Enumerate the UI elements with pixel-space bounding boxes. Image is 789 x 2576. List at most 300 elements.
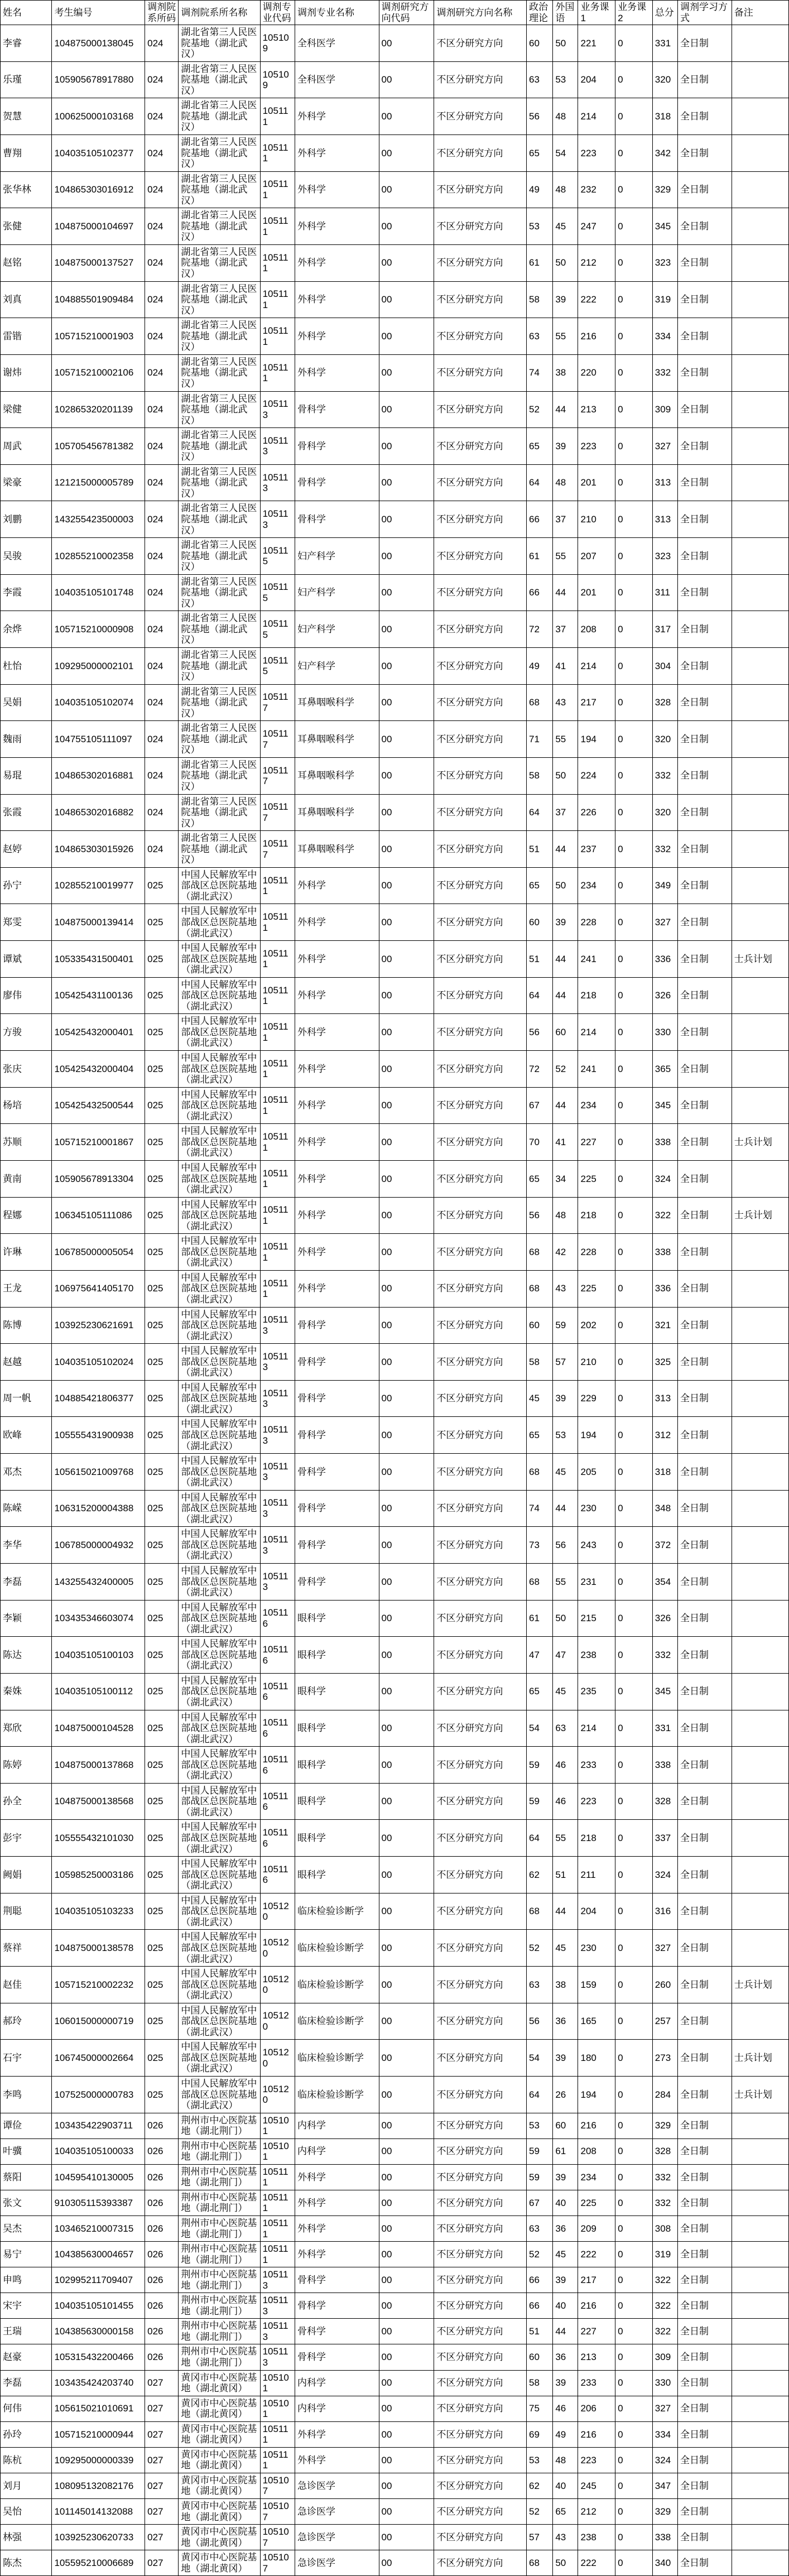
cell-total-score: 322 bbox=[652, 1197, 677, 1234]
cell-subject-2: 0 bbox=[615, 1967, 653, 2003]
cell-direction-code: 00 bbox=[379, 244, 434, 281]
cell-direction-name: 不区分研究方向 bbox=[434, 1820, 527, 1857]
cell-study-mode: 全日制 bbox=[677, 721, 732, 758]
cell-politics: 60 bbox=[527, 1307, 553, 1344]
cell-dept-code: 025 bbox=[145, 1454, 179, 1491]
cell-total-score: 330 bbox=[652, 2370, 677, 2396]
cell-remark bbox=[732, 2550, 788, 2576]
cell-subject-2: 0 bbox=[615, 2550, 653, 2576]
cell-dept-code: 025 bbox=[145, 1673, 179, 1710]
cell-subject-1: 201 bbox=[578, 464, 615, 501]
table-row bbox=[1, 1234, 789, 1271]
cell-name: 雷锴 bbox=[1, 318, 52, 355]
cell-remark bbox=[732, 757, 788, 794]
cell-dept-name: 中国人民解放军中部战区总医院基地（湖北武汉） bbox=[179, 1820, 260, 1857]
cell-remark bbox=[732, 25, 788, 62]
cell-total-score: 334 bbox=[652, 318, 677, 355]
cell-major-name: 骨科学 bbox=[295, 464, 379, 501]
cell-dept-name: 中国人民解放军中部战区总医院基地（湖北武汉） bbox=[179, 1417, 260, 1454]
cell-direction-name: 不区分研究方向 bbox=[434, 1783, 527, 1820]
cell-study-mode: 全日制 bbox=[677, 1014, 732, 1051]
cell-name: 曹翔 bbox=[1, 135, 52, 172]
cell-name: 张庆 bbox=[1, 1051, 52, 1088]
cell-subject-1: 234 bbox=[578, 867, 615, 904]
cell-politics: 68 bbox=[527, 1454, 553, 1491]
cell-direction-name: 不区分研究方向 bbox=[434, 574, 527, 611]
cell-subject-1: 221 bbox=[578, 25, 615, 62]
cell-direction-name: 不区分研究方向 bbox=[434, 1197, 527, 1234]
cell-direction-code: 00 bbox=[379, 538, 434, 575]
cell-major-name: 临床检验诊断学 bbox=[295, 2003, 379, 2040]
cell-dept-code: 024 bbox=[145, 757, 179, 794]
cell-subject-1: 241 bbox=[578, 941, 615, 978]
cell-foreign-language: 39 bbox=[553, 2040, 578, 2077]
cell-direction-name: 不区分研究方向 bbox=[434, 1344, 527, 1381]
cell-direction-code: 00 bbox=[379, 1893, 434, 1930]
cell-foreign-language: 40 bbox=[553, 2190, 578, 2215]
cell-dept-code: 024 bbox=[145, 574, 179, 611]
cell-major-name: 耳鼻咽喉科学 bbox=[295, 684, 379, 721]
cell-remark bbox=[732, 1893, 788, 1930]
cell-study-mode: 全日制 bbox=[677, 2319, 732, 2344]
cell-remark bbox=[732, 2242, 788, 2267]
cell-exam-id: 104885421806377 bbox=[52, 1380, 145, 1417]
cell-total-score: 311 bbox=[652, 574, 677, 611]
cell-dept-name: 湖北省第三人民医院基地（湖北武汉） bbox=[179, 464, 260, 501]
cell-dept-code: 024 bbox=[145, 354, 179, 391]
cell-exam-id: 103435422903711 bbox=[52, 2113, 145, 2138]
cell-total-score: 313 bbox=[652, 464, 677, 501]
cell-major-code: 105113 bbox=[260, 464, 295, 501]
cell-subject-1: 213 bbox=[578, 2344, 615, 2370]
cell-politics: 65 bbox=[527, 1673, 553, 1710]
cell-foreign-language: 34 bbox=[553, 1160, 578, 1197]
cell-subject-2: 0 bbox=[615, 1270, 653, 1307]
cell-name: 李颖 bbox=[1, 1600, 52, 1637]
cell-dept-name: 湖北省第三人民医院基地（湖北武汉） bbox=[179, 684, 260, 721]
cell-remark: 士兵计划 bbox=[732, 1197, 788, 1234]
cell-direction-code: 00 bbox=[379, 1234, 434, 1271]
cell-subject-2: 0 bbox=[615, 2447, 653, 2473]
table-row bbox=[1, 1930, 789, 1967]
cell-politics: 63 bbox=[527, 318, 553, 355]
cell-direction-code: 00 bbox=[379, 2447, 434, 2473]
cell-dept-name: 湖北省第三人民医院基地（湖北武汉） bbox=[179, 611, 260, 648]
cell-study-mode: 全日制 bbox=[677, 1160, 732, 1197]
cell-study-mode: 全日制 bbox=[677, 1051, 732, 1088]
cell-direction-code: 00 bbox=[379, 1637, 434, 1674]
cell-dept-name: 中国人民解放军中部战区总医院基地（湖北武汉） bbox=[179, 1673, 260, 1710]
cell-total-score: 322 bbox=[652, 2293, 677, 2319]
cell-total-score: 320 bbox=[652, 61, 677, 98]
cell-study-mode: 全日制 bbox=[677, 611, 732, 648]
cell-foreign-language: 45 bbox=[553, 2242, 578, 2267]
cell-major-name: 妇产科学 bbox=[295, 647, 379, 684]
cell-direction-name: 不区分研究方向 bbox=[434, 2040, 527, 2077]
cell-total-score: 322 bbox=[652, 2267, 677, 2293]
cell-study-mode: 全日制 bbox=[677, 2215, 732, 2241]
cell-study-mode: 全日制 bbox=[677, 98, 732, 135]
cell-dept-name: 中国人民解放军中部战区总医院基地（湖北武汉） bbox=[179, 1307, 260, 1344]
cell-total-score: 332 bbox=[652, 354, 677, 391]
cell-major-name: 外科学 bbox=[295, 2242, 379, 2267]
cell-dept-code: 025 bbox=[145, 1417, 179, 1454]
cell-direction-name: 不区分研究方向 bbox=[434, 1417, 527, 1454]
cell-remark bbox=[732, 2447, 788, 2473]
cell-study-mode: 全日制 bbox=[677, 574, 732, 611]
cell-remark: 士兵计划 bbox=[732, 2076, 788, 2113]
cell-major-code: 105113 bbox=[260, 501, 295, 538]
cell-exam-id: 106745000002664 bbox=[52, 2040, 145, 2077]
cell-direction-code: 00 bbox=[379, 25, 434, 62]
cell-name: 欧峰 bbox=[1, 1417, 52, 1454]
cell-remark bbox=[732, 428, 788, 465]
cell-study-mode: 全日制 bbox=[677, 391, 732, 428]
cell-direction-code: 00 bbox=[379, 1417, 434, 1454]
cell-remark bbox=[732, 1857, 788, 1893]
cell-subject-2: 0 bbox=[615, 61, 653, 98]
cell-major-name: 外科学 bbox=[295, 281, 379, 318]
cell-dept-code: 024 bbox=[145, 464, 179, 501]
cell-dept-code: 025 bbox=[145, 1783, 179, 1820]
cell-politics: 65 bbox=[527, 135, 553, 172]
table-row bbox=[1, 1417, 789, 1454]
table-row bbox=[1, 1820, 789, 1857]
cell-exam-id: 121215000005789 bbox=[52, 464, 145, 501]
cell-name: 陈婷 bbox=[1, 1747, 52, 1784]
cell-foreign-language: 50 bbox=[553, 867, 578, 904]
cell-study-mode: 全日制 bbox=[677, 244, 732, 281]
cell-dept-name: 荆州市中心医院基地（湖北荆门） bbox=[179, 2344, 260, 2370]
cell-subject-1: 245 bbox=[578, 2473, 615, 2498]
cell-study-mode: 全日制 bbox=[677, 977, 732, 1014]
cell-politics: 68 bbox=[527, 1893, 553, 1930]
cell-major-code: 105117 bbox=[260, 684, 295, 721]
cell-politics: 66 bbox=[527, 2267, 553, 2293]
cell-foreign-language: 54 bbox=[553, 135, 578, 172]
cell-subject-1: 209 bbox=[578, 2215, 615, 2241]
cell-subject-2: 0 bbox=[615, 98, 653, 135]
cell-remark bbox=[732, 2164, 788, 2190]
cell-remark bbox=[732, 1344, 788, 1381]
cell-direction-code: 00 bbox=[379, 1564, 434, 1601]
cell-dept-name: 中国人民解放军中部战区总医院基地（湖北武汉） bbox=[179, 1637, 260, 1674]
table-row bbox=[1, 1490, 789, 1527]
cell-dept-name: 中国人民解放军中部战区总医院基地（湖北武汉） bbox=[179, 1967, 260, 2003]
cell-total-score: 273 bbox=[652, 2040, 677, 2077]
cell-foreign-language: 44 bbox=[553, 941, 578, 978]
cell-direction-code: 00 bbox=[379, 2319, 434, 2344]
cell-major-code: 105115 bbox=[260, 647, 295, 684]
table-row bbox=[1, 1051, 789, 1088]
cell-exam-id: 102865320201139 bbox=[52, 391, 145, 428]
header-subject-2: 业务课2 bbox=[615, 1, 653, 25]
cell-dept-code: 026 bbox=[145, 2293, 179, 2319]
cell-direction-code: 00 bbox=[379, 1967, 434, 2003]
cell-major-code: 105101 bbox=[260, 2113, 295, 2138]
cell-subject-1: 238 bbox=[578, 2525, 615, 2550]
cell-subject-2: 0 bbox=[615, 1564, 653, 1601]
cell-foreign-language: 53 bbox=[553, 1417, 578, 1454]
cell-major-code: 105111 bbox=[260, 941, 295, 978]
cell-politics: 52 bbox=[527, 391, 553, 428]
cell-total-score: 345 bbox=[652, 1087, 677, 1124]
cell-dept-code: 025 bbox=[145, 1270, 179, 1307]
cell-dept-code: 025 bbox=[145, 904, 179, 941]
cell-major-code: 105116 bbox=[260, 1820, 295, 1857]
cell-name: 王龙 bbox=[1, 1270, 52, 1307]
cell-direction-code: 00 bbox=[379, 135, 434, 172]
cell-subject-2: 0 bbox=[615, 2267, 653, 2293]
cell-major-name: 骨科学 bbox=[295, 1527, 379, 1564]
cell-exam-id: 105615021010691 bbox=[52, 2396, 145, 2421]
cell-name: 陈达 bbox=[1, 1637, 52, 1674]
cell-direction-code: 00 bbox=[379, 2040, 434, 2077]
cell-dept-code: 025 bbox=[145, 1087, 179, 1124]
cell-major-code: 105113 bbox=[260, 1344, 295, 1381]
cell-major-name: 眼科学 bbox=[295, 1783, 379, 1820]
cell-foreign-language: 44 bbox=[553, 1087, 578, 1124]
cell-exam-id: 103925230621691 bbox=[52, 1307, 145, 1344]
cell-foreign-language: 39 bbox=[553, 2164, 578, 2190]
cell-subject-2: 0 bbox=[615, 1087, 653, 1124]
cell-study-mode: 全日制 bbox=[677, 501, 732, 538]
cell-politics: 66 bbox=[527, 2293, 553, 2319]
cell-subject-2: 0 bbox=[615, 1344, 653, 1381]
cell-direction-name: 不区分研究方向 bbox=[434, 25, 527, 62]
cell-direction-code: 00 bbox=[379, 2499, 434, 2525]
cell-exam-id: 105715210000908 bbox=[52, 611, 145, 648]
cell-exam-id: 106015000000719 bbox=[52, 2003, 145, 2040]
cell-dept-code: 025 bbox=[145, 2040, 179, 2077]
table-header-row bbox=[1, 1, 789, 25]
cell-politics: 72 bbox=[527, 611, 553, 648]
cell-direction-name: 不区分研究方向 bbox=[434, 391, 527, 428]
cell-politics: 65 bbox=[527, 428, 553, 465]
cell-direction-code: 00 bbox=[379, 2396, 434, 2421]
table-row bbox=[1, 1747, 789, 1784]
cell-major-code: 105117 bbox=[260, 757, 295, 794]
cell-subject-1: 223 bbox=[578, 1783, 615, 1820]
cell-major-name: 外科学 bbox=[295, 1051, 379, 1088]
cell-name: 郑雯 bbox=[1, 904, 52, 941]
cell-direction-code: 00 bbox=[379, 1051, 434, 1088]
cell-subject-2: 0 bbox=[615, 1197, 653, 1234]
cell-total-score: 316 bbox=[652, 1893, 677, 1930]
cell-exam-id: 105595210006689 bbox=[52, 2550, 145, 2576]
cell-dept-name: 荆州市中心医院基地（湖北荆门） bbox=[179, 2242, 260, 2267]
cell-total-score: 336 bbox=[652, 1270, 677, 1307]
cell-major-code: 105120 bbox=[260, 2003, 295, 2040]
cell-direction-name: 不区分研究方向 bbox=[434, 61, 527, 98]
cell-remark bbox=[732, 2421, 788, 2447]
cell-dept-code: 026 bbox=[145, 2190, 179, 2215]
cell-dept-name: 荆州市中心医院基地（湖北荆门） bbox=[179, 2293, 260, 2319]
cell-major-code: 105113 bbox=[260, 2293, 295, 2319]
cell-remark bbox=[732, 2215, 788, 2241]
cell-exam-id: 105555431900938 bbox=[52, 1417, 145, 1454]
cell-subject-1: 223 bbox=[578, 2447, 615, 2473]
cell-exam-id: 104885501909484 bbox=[52, 281, 145, 318]
cell-dept-name: 中国人民解放军中部战区总医院基地（湖北武汉） bbox=[179, 1710, 260, 1747]
cell-direction-code: 00 bbox=[379, 831, 434, 868]
cell-direction-name: 不区分研究方向 bbox=[434, 98, 527, 135]
cell-dept-code: 025 bbox=[145, 1307, 179, 1344]
cell-exam-id: 143255423500003 bbox=[52, 501, 145, 538]
cell-study-mode: 全日制 bbox=[677, 1270, 732, 1307]
cell-politics: 56 bbox=[527, 1014, 553, 1051]
cell-major-code: 105111 bbox=[260, 1087, 295, 1124]
cell-politics: 59 bbox=[527, 1783, 553, 1820]
cell-direction-name: 不区分研究方向 bbox=[434, 2473, 527, 2498]
table-row bbox=[1, 538, 789, 575]
cell-dept-name: 荆州市中心医院基地（湖北荆门） bbox=[179, 2138, 260, 2164]
cell-foreign-language: 49 bbox=[553, 2421, 578, 2447]
cell-direction-name: 不区分研究方向 bbox=[434, 1124, 527, 1161]
cell-subject-1: 202 bbox=[578, 1307, 615, 1344]
cell-study-mode: 全日制 bbox=[677, 318, 732, 355]
cell-remark: 士兵计划 bbox=[732, 2040, 788, 2077]
cell-dept-code: 025 bbox=[145, 1820, 179, 1857]
cell-name: 刘真 bbox=[1, 281, 52, 318]
cell-dept-name: 中国人民解放军中部战区总医院基地（湖北武汉） bbox=[179, 1124, 260, 1161]
cell-politics: 47 bbox=[527, 1637, 553, 1674]
cell-dept-name: 黄冈市中心医院基地（湖北黄冈） bbox=[179, 2421, 260, 2447]
cell-study-mode: 全日制 bbox=[677, 2396, 732, 2421]
cell-foreign-language: 50 bbox=[553, 25, 578, 62]
cell-dept-name: 中国人民解放军中部战区总医院基地（湖北武汉） bbox=[179, 2040, 260, 2077]
cell-exam-id: 105425432500544 bbox=[52, 1087, 145, 1124]
cell-dept-code: 025 bbox=[145, 977, 179, 1014]
cell-study-mode: 全日制 bbox=[677, 1820, 732, 1857]
cell-direction-name: 不区分研究方向 bbox=[434, 1857, 527, 1893]
table-row bbox=[1, 1124, 789, 1161]
cell-dept-name: 荆州市中心医院基地（湖北荆门） bbox=[179, 2190, 260, 2215]
cell-direction-name: 不区分研究方向 bbox=[434, 977, 527, 1014]
cell-dept-code: 024 bbox=[145, 647, 179, 684]
table-row bbox=[1, 574, 789, 611]
cell-major-code: 105107 bbox=[260, 2473, 295, 2498]
cell-total-score: 338 bbox=[652, 1124, 677, 1161]
cell-politics: 61 bbox=[527, 244, 553, 281]
cell-subject-2: 0 bbox=[615, 135, 653, 172]
cell-foreign-language: 50 bbox=[553, 244, 578, 281]
cell-subject-2: 0 bbox=[615, 428, 653, 465]
table-row bbox=[1, 318, 789, 355]
cell-exam-id: 104865302016881 bbox=[52, 757, 145, 794]
cell-total-score: 308 bbox=[652, 2215, 677, 2241]
cell-major-name: 临床检验诊断学 bbox=[295, 1967, 379, 2003]
cell-major-name: 外科学 bbox=[295, 2190, 379, 2215]
cell-total-score: 342 bbox=[652, 135, 677, 172]
cell-major-name: 全科医学 bbox=[295, 25, 379, 62]
cell-total-score: 345 bbox=[652, 1673, 677, 1710]
cell-total-score: 313 bbox=[652, 1380, 677, 1417]
cell-major-name: 内科学 bbox=[295, 2138, 379, 2164]
cell-direction-name: 不区分研究方向 bbox=[434, 2267, 527, 2293]
cell-politics: 68 bbox=[527, 1564, 553, 1601]
cell-dept-name: 黄冈市中心医院基地（湖北黄冈） bbox=[179, 2499, 260, 2525]
cell-direction-name: 不区分研究方向 bbox=[434, 1967, 527, 2003]
cell-remark bbox=[732, 1564, 788, 1601]
cell-direction-name: 不区分研究方向 bbox=[434, 2113, 527, 2138]
cell-politics: 59 bbox=[527, 2164, 553, 2190]
cell-study-mode: 全日制 bbox=[677, 1893, 732, 1930]
cell-major-code: 105113 bbox=[260, 2319, 295, 2344]
header-dept-name: 调剂院系所名称 bbox=[179, 1, 260, 25]
cell-subject-2: 0 bbox=[615, 2076, 653, 2113]
cell-study-mode: 全日制 bbox=[677, 1747, 732, 1784]
table-row bbox=[1, 831, 789, 868]
cell-foreign-language: 44 bbox=[553, 574, 578, 611]
cell-foreign-language: 44 bbox=[553, 391, 578, 428]
cell-subject-2: 0 bbox=[615, 2421, 653, 2447]
cell-direction-code: 00 bbox=[379, 2164, 434, 2190]
cell-direction-code: 00 bbox=[379, 977, 434, 1014]
cell-total-score: 318 bbox=[652, 98, 677, 135]
cell-major-name: 耳鼻咽喉科学 bbox=[295, 757, 379, 794]
cell-politics: 51 bbox=[527, 831, 553, 868]
cell-total-score: 332 bbox=[652, 1637, 677, 1674]
cell-foreign-language: 60 bbox=[553, 1014, 578, 1051]
cell-dept-code: 027 bbox=[145, 2447, 179, 2473]
cell-foreign-language: 48 bbox=[553, 1197, 578, 1234]
cell-politics: 52 bbox=[527, 2242, 553, 2267]
cell-dept-name: 中国人民解放军中部战区总医院基地（湖北武汉） bbox=[179, 904, 260, 941]
table-row bbox=[1, 867, 789, 904]
cell-dept-code: 025 bbox=[145, 1014, 179, 1051]
cell-dept-name: 湖北省第三人民医院基地（湖北武汉） bbox=[179, 831, 260, 868]
cell-study-mode: 全日制 bbox=[677, 354, 732, 391]
header-direction-name: 调剂研究方向名称 bbox=[434, 1, 527, 25]
cell-subject-2: 0 bbox=[615, 1747, 653, 1784]
cell-direction-code: 00 bbox=[379, 867, 434, 904]
cell-foreign-language: 43 bbox=[553, 2525, 578, 2550]
cell-major-code: 105113 bbox=[260, 1307, 295, 1344]
cell-direction-name: 不区分研究方向 bbox=[434, 941, 527, 978]
cell-major-name: 外科学 bbox=[295, 1124, 379, 1161]
header-politics: 政治理论 bbox=[527, 1, 553, 25]
cell-major-code: 105111 bbox=[260, 171, 295, 208]
cell-direction-name: 不区分研究方向 bbox=[434, 757, 527, 794]
cell-name: 许琳 bbox=[1, 1234, 52, 1271]
cell-major-name: 急诊医学 bbox=[295, 2525, 379, 2550]
cell-foreign-language: 40 bbox=[553, 2473, 578, 2498]
cell-direction-name: 不区分研究方向 bbox=[434, 647, 527, 684]
cell-subject-1: 218 bbox=[578, 1197, 615, 1234]
cell-major-name: 眼科学 bbox=[295, 1637, 379, 1674]
table-row bbox=[1, 2421, 789, 2447]
cell-name: 苏顺 bbox=[1, 1124, 52, 1161]
cell-direction-code: 00 bbox=[379, 1857, 434, 1893]
header-subject-1: 业务课1 bbox=[578, 1, 615, 25]
cell-subject-2: 0 bbox=[615, 1673, 653, 1710]
cell-dept-name: 湖北省第三人民医院基地（湖北武汉） bbox=[179, 428, 260, 465]
cell-dept-name: 中国人民解放军中部战区总医院基地（湖北武汉） bbox=[179, 1344, 260, 1381]
cell-subject-2: 0 bbox=[615, 1234, 653, 1271]
cell-total-score: 332 bbox=[652, 2164, 677, 2190]
cell-direction-name: 不区分研究方向 bbox=[434, 904, 527, 941]
cell-remark: 士兵计划 bbox=[732, 1967, 788, 2003]
cell-major-name: 骨科学 bbox=[295, 501, 379, 538]
cell-exam-id: 104875000138045 bbox=[52, 25, 145, 62]
table-row bbox=[1, 1380, 789, 1417]
cell-subject-1: 233 bbox=[578, 1747, 615, 1784]
cell-subject-1: 247 bbox=[578, 208, 615, 245]
cell-exam-id: 101145014132088 bbox=[52, 2499, 145, 2525]
cell-name: 谢炜 bbox=[1, 354, 52, 391]
cell-direction-name: 不区分研究方向 bbox=[434, 244, 527, 281]
